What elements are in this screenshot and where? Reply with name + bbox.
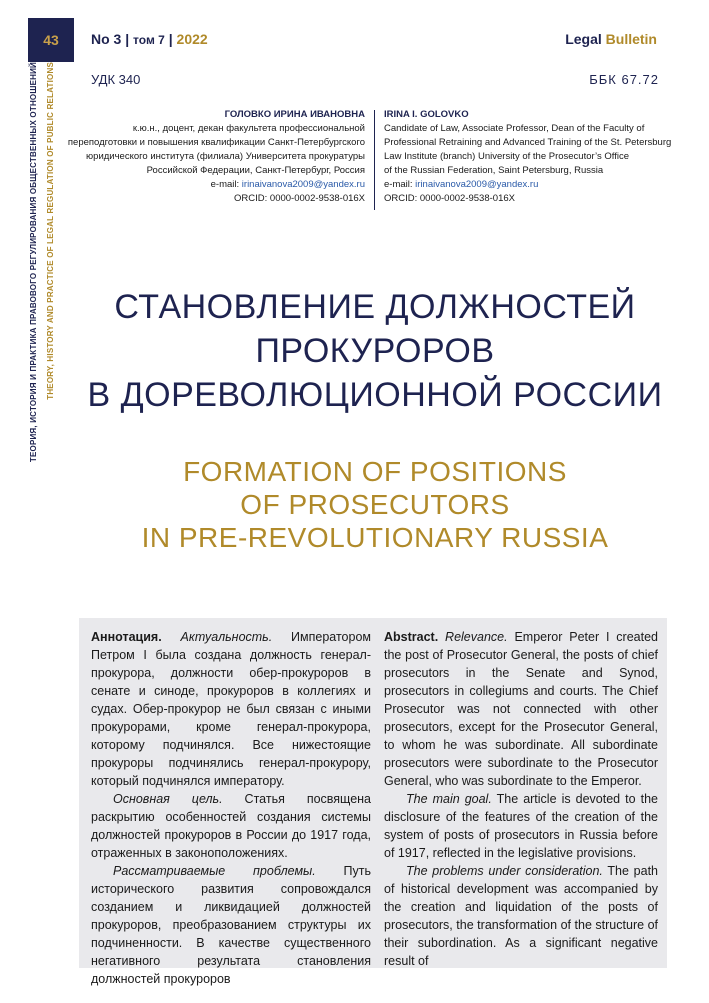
author-line: Candidate of Law, Associate Professor, Dean of the Faculty of	[384, 123, 645, 134]
author-line: к.ю.н., доцент, декан факультета профессиональной	[132, 123, 365, 134]
year: 2022	[176, 31, 208, 47]
udk-code: УДК 340	[91, 72, 141, 87]
problems-label: Рассматриваемые проблемы.	[113, 864, 316, 878]
author-line: of the Russian Federation, Saint Petersburg, Russia	[384, 165, 604, 176]
abstract-en	[384, 628, 658, 966]
author-line: юридического института (филиала) Университета прокуратуры	[86, 151, 365, 162]
article-title-ru	[80, 285, 670, 417]
section-label	[28, 62, 56, 492]
abstract-paragraph	[384, 862, 658, 970]
goal-label: Основная цель.	[113, 792, 223, 806]
issue-info	[91, 31, 208, 47]
author-divider	[374, 110, 375, 210]
abstract-paragraph	[91, 790, 371, 862]
email-label: e-mail:	[210, 179, 242, 190]
abstract-box	[79, 618, 667, 986]
problems-text: The path of historical development was accompanied by the creation and liquidation of the posts of prosecutors, the transformation of the structure of their subordination. As a significant negative result of	[384, 864, 658, 968]
author-orcid-en: ORCID: 0000-0002-9538-016X	[384, 193, 515, 204]
author-line: Law Institute (branch) University of the Prosecutor’s Office	[384, 151, 629, 162]
relevance-label: Relevance.	[445, 630, 508, 644]
title-line: OF PROSECUTORS	[240, 489, 510, 520]
goal-text: Статья посвящена раскрытию особенностей создания системы должностей прокуроров в России до 1917 года, отраженных в законоположениях.	[91, 792, 372, 860]
abstract-label: Аннотация.	[91, 630, 162, 644]
relevance-text: Императором Петром I была создана должность генерал-прокурора, должности обер-прокуроров в сенате и синоде, прокуроров в коллегиях и судах. Обер-прокурор не был связан с иными прокурорами, кроме генерал-прокурора, которому подчинялся. Все нижестоящие прокуроры подчинялись генерал-прокурору, который подчинялся императору.	[91, 630, 371, 788]
email-link[interactable]: irinaivanova2009@yandex.ru	[415, 179, 539, 190]
author-name-ru: ГОЛОВКО ИРИНА ИВАНОВНА	[224, 109, 365, 120]
title-line: ПРОКУРОРОВ	[255, 332, 495, 370]
abstract-paragraph	[384, 790, 658, 862]
problems-text: Путь исторического развития сопровождался созданием и ликвидацией должностей прокуроров, преобразованием структуры их подчиненности. В качестве существенного негативного результата становления должностей прокуроров	[91, 864, 371, 986]
goal-text: The article is devoted to the disclosure of the features of the creation of the system of posts of prosecutors in Russia before of 1917, reflected in the legislative provisions.	[384, 792, 658, 860]
journal-name	[565, 31, 657, 47]
section-label-en: THEORY, HISTORY AND PRACTICE OF LEGAL REGULATION OF PUBLIC RELATIONS	[46, 62, 55, 400]
page-number: 43	[28, 18, 74, 62]
abstract-paragraph	[91, 628, 371, 790]
section-label-ru: ТЕОРИЯ, ИСТОРИЯ И ПРАКТИКА ПРАВОВОГО РЕГУЛИРОВАНИЯ ОБЩЕСТВЕННЫХ ОТНОШЕНИЙ	[29, 62, 38, 463]
email-label: e-mail:	[384, 179, 416, 190]
volume: том 7	[133, 33, 165, 47]
separator: |	[125, 31, 130, 47]
journal-word-bulletin: Bulletin	[605, 31, 657, 47]
relevance-text: Emperor Peter I created the post of Prosecutor General, the posts of chief prosecutors in the Senate and Synod, prosecutors in collegiums and courts. The Chief Prosecutor was not connected with other prosecutors, except for the Prosecutor General, to whom he was subordinate. All subordinate prosecutors were subordinate to the Prosecutor General, who was subordinate to the Emperor.	[384, 630, 658, 788]
bbk-code: ББК 67.72	[589, 72, 659, 87]
abstract-label: Abstract.	[384, 630, 439, 644]
author-info-en	[384, 108, 674, 206]
author-line: переподготовки и повышения квалификации Санкт-Петербургского	[67, 137, 365, 148]
author-line: Российской Федерации, Санкт-Петербург, Россия	[146, 165, 365, 176]
abstract-paragraph	[384, 628, 658, 790]
article-title-en	[80, 455, 670, 554]
journal-word-legal: Legal	[565, 31, 602, 47]
title-line: СТАНОВЛЕНИЕ ДОЛЖНОСТЕЙ	[114, 288, 636, 326]
separator: |	[168, 31, 173, 47]
author-line: Professional Retraining and Advanced Training of the St. Petersburg	[384, 137, 672, 148]
author-email-ru	[60, 178, 365, 192]
title-line: IN PRE-REVOLUTIONARY RUSSIA	[141, 522, 609, 553]
problems-label: The problems under consideration.	[406, 864, 603, 878]
author-name-en: IRINA I. GOLOVKO	[384, 109, 469, 120]
author-info-ru	[60, 108, 365, 206]
relevance-label: Актуальность.	[180, 630, 273, 644]
email-link[interactable]: irinaivanova2009@yandex.ru	[241, 179, 365, 190]
abstract-ru	[91, 628, 372, 986]
title-line: FORMATION OF POSITIONS	[183, 456, 567, 487]
goal-label: The main goal.	[406, 792, 492, 806]
title-line: В ДОРЕВОЛЮЦИОННОЙ РОССИИ	[87, 376, 663, 414]
author-orcid-ru: ORCID: 0000-0002-9538-016X	[234, 193, 365, 204]
author-email-en	[384, 178, 674, 192]
abstract-paragraph	[91, 862, 371, 988]
issue-number: No 3	[91, 31, 122, 47]
